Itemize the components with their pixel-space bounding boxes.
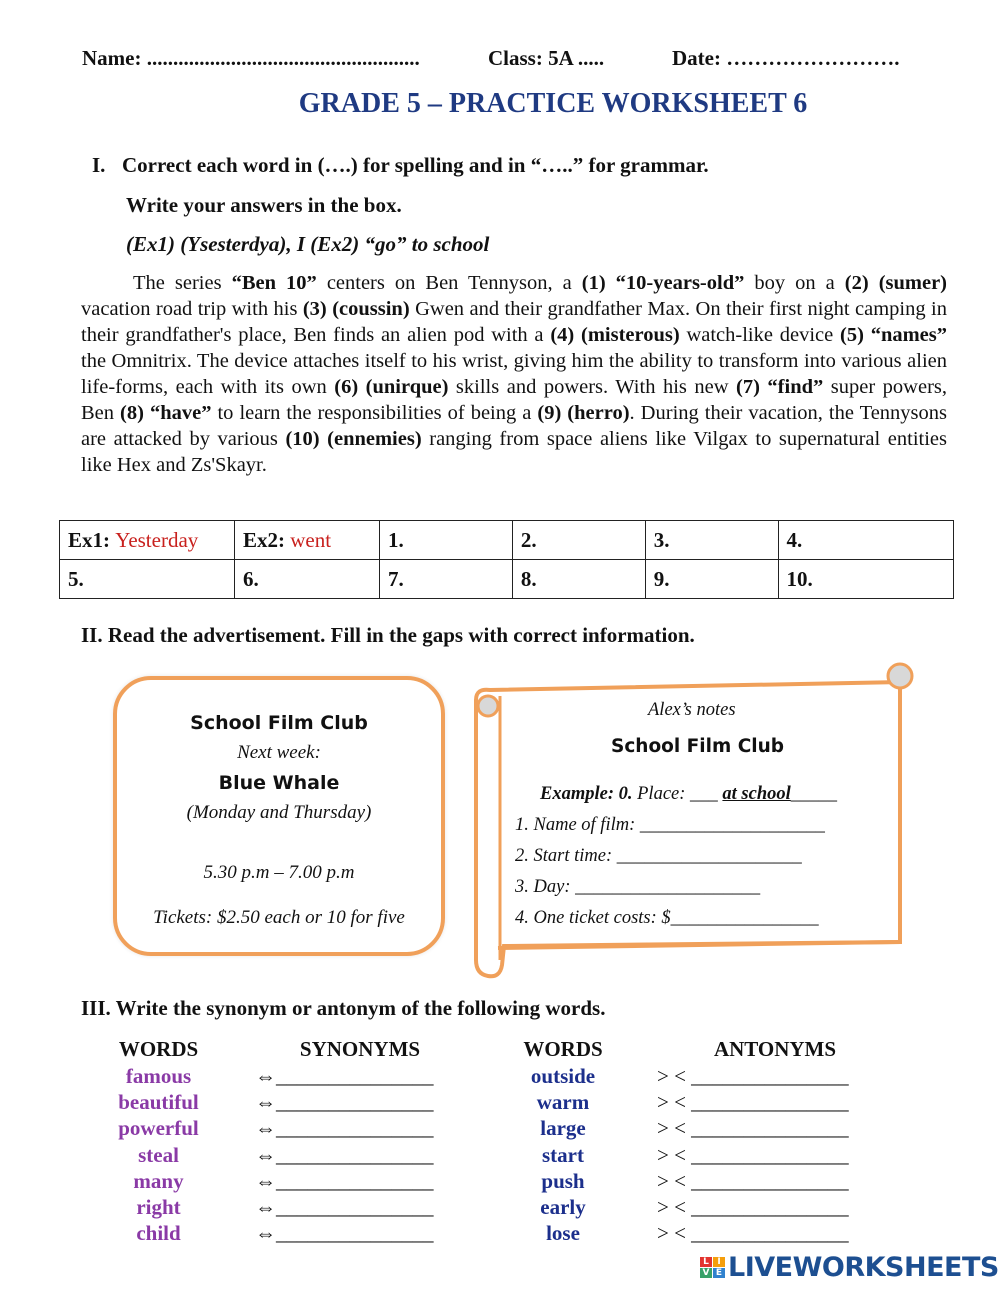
antonym-blank[interactable]: > < _______________: [657, 1116, 849, 1140]
section1-heading: [92, 153, 709, 178]
synonym-word: many: [133, 1169, 184, 1193]
name-field[interactable]: Name: ....................................................: [82, 46, 420, 70]
paragraph-run: to learn the responsibilities of being a: [211, 402, 538, 424]
paragraph-run: (8) “have”: [120, 402, 212, 424]
antonym-word: lose: [546, 1221, 580, 1245]
paragraph-run: (10) (ennemies): [285, 428, 422, 450]
paragraph-run: (6) (unirque): [334, 376, 449, 398]
answer-cell-5[interactable]: 5.: [60, 560, 235, 599]
section1-number: I.: [92, 153, 106, 177]
notes-title: Alex’s notes: [648, 700, 736, 720]
notes-item-time[interactable]: 2. Start time: ____________________: [515, 846, 802, 866]
antonym-word: early: [540, 1195, 586, 1219]
logo-icon: [700, 1257, 725, 1278]
paragraph-run: The series: [133, 272, 232, 294]
synonym-blank[interactable]: ⇔_______________: [255, 1195, 434, 1219]
advert-time: 5.30 p.m – 7.00 p.m: [203, 862, 355, 883]
antonym-blank[interactable]: > < _______________: [657, 1064, 849, 1088]
synonym-word: beautiful: [118, 1090, 199, 1114]
story-paragraph: [81, 270, 947, 478]
paragraph-run: the Omnitrix. The device attaches itself to his wrist, giving him the ability to transform into various alien life-forms, each with its own: [81, 350, 947, 398]
advert-subtitle: Next week:: [237, 742, 321, 763]
synonym-blank[interactable]: ⇔_______________: [255, 1116, 434, 1140]
logo-letter: E: [713, 1268, 725, 1278]
logo-letter: L: [700, 1257, 712, 1267]
answer-cell-8[interactable]: 8.: [512, 560, 645, 599]
paragraph-run: . During their vacation, the Tennysons are attacked by various: [81, 402, 948, 450]
antonym-blank[interactable]: > < _______________: [657, 1169, 849, 1193]
antonym-blank[interactable]: > < _______________: [657, 1221, 849, 1245]
advert-tickets: Tickets: $2.50 each or 10 for five: [153, 907, 405, 928]
answer-cell-9[interactable]: 9.: [645, 560, 778, 599]
antonym-blank[interactable]: > < _______________: [657, 1090, 849, 1114]
paragraph-run: watch-like device: [679, 324, 841, 346]
synonym-word: right: [136, 1195, 181, 1219]
antonym-word: start: [542, 1143, 584, 1167]
paragraph-run: super powers, Ben: [81, 376, 947, 424]
watermark-text: LIVEWORKSHEETS: [728, 1252, 999, 1283]
antonym-blank[interactable]: > < _______________: [657, 1195, 849, 1219]
section2-heading: II. Read the advertisement. Fill in the gaps with correct information.: [81, 623, 695, 647]
answer-table: [59, 520, 954, 599]
paragraph-run: (3) (coussin): [302, 298, 410, 320]
synonym-blank[interactable]: ⇔_______________: [255, 1143, 434, 1167]
paragraph-run: (9) (herro): [537, 402, 630, 424]
paragraph-run: skills and powers. With his new: [448, 376, 737, 398]
antonym-word: warm: [536, 1090, 590, 1114]
paragraph-run: (7) “find”: [736, 376, 824, 398]
paragraph-run: centers on Ben Tennyson, a: [316, 272, 582, 294]
section1-instruction: Write your answers in the box.: [126, 193, 402, 217]
paragraph-run: (2) (sumer): [844, 272, 948, 294]
advert-film: Blue Whale: [218, 772, 340, 794]
paragraph-run: (5) “names”: [840, 324, 947, 346]
paragraph-run: vacation road trip with his: [81, 298, 303, 320]
page-title: GRADE 5 – PRACTICE WORKSHEET 6: [298, 88, 808, 119]
synonym-blank[interactable]: ⇔_______________: [255, 1169, 434, 1193]
advert-title: School Film Club: [190, 712, 368, 734]
synonym-word: child: [136, 1221, 181, 1245]
class-field[interactable]: Class: 5A .....: [488, 46, 605, 70]
answer-cell-7[interactable]: 7.: [380, 560, 513, 599]
answer-cell-ex1: Ex1: Yesterday: [60, 521, 235, 560]
antonym-blank[interactable]: > < _______________: [657, 1143, 849, 1167]
notes-item-day[interactable]: 3. Day: ____________________: [515, 877, 761, 897]
answer-cell-ex2: Ex2: went: [235, 521, 380, 560]
advert-days: (Monday and Thursday): [186, 802, 372, 823]
paragraph-run: boy on a: [744, 272, 845, 294]
notes-club: School Film Club: [611, 736, 785, 757]
paragraph-run: Gwen and their grandfather Max. On their first night camping in their grandfather's place, Ben finds an alien pod with a: [81, 298, 948, 346]
words-header-2: WORDS: [523, 1037, 603, 1061]
date-field[interactable]: Date: …………………….: [672, 46, 900, 70]
notes-example: Example: 0. Place: ___ at school_____: [540, 784, 838, 804]
liveworksheets-logo: [700, 1252, 999, 1283]
paragraph-run: (4) (misterous): [550, 324, 680, 346]
ex1-answer: Yesterday: [115, 527, 199, 552]
synonyms-header: SYNONYMS: [299, 1037, 421, 1061]
table-row: [60, 521, 954, 560]
paragraph-run: “Ben 10”: [231, 272, 317, 294]
words-header: WORDS: [118, 1037, 199, 1061]
section1-example: (Ex1) (Ysesterdya), I (Ex2) “go” to school: [126, 232, 490, 256]
table-row: [60, 560, 954, 599]
antonyms-header: ANTONYMS: [713, 1037, 837, 1061]
answer-cell-1[interactable]: 1.: [380, 521, 513, 560]
ex2-answer: went: [290, 527, 332, 552]
section1-heading-text: Correct each word in (….) for spelling and in “…..” for grammar.: [122, 153, 709, 177]
film-club-advert: [113, 676, 445, 956]
antonym-word: push: [541, 1169, 585, 1193]
synonym-blank[interactable]: ⇔_______________: [255, 1221, 434, 1245]
answer-cell-4[interactable]: 4.: [778, 521, 953, 560]
answer-cell-6[interactable]: 6.: [235, 560, 380, 599]
notes-item-film[interactable]: 1. Name of film: ____________________: [515, 815, 825, 835]
alex-notes-scroll: [470, 660, 920, 985]
antonym-word: outside: [530, 1064, 596, 1088]
logo-letter: I: [713, 1257, 725, 1267]
answer-cell-3[interactable]: 3.: [645, 521, 778, 560]
synonym-word: famous: [125, 1064, 192, 1088]
logo-letter: V: [700, 1268, 712, 1278]
section3-heading: III. Write the synonym or antonym of the following words.: [81, 996, 606, 1020]
synonym-blank[interactable]: ⇔_______________: [255, 1064, 434, 1088]
paragraph-run: ranging from space aliens like Vilgax to supernatural entities like Hex and Zs'Skayr.: [81, 428, 948, 476]
synonym-blank[interactable]: ⇔_______________: [255, 1090, 434, 1114]
synonym-word: steal: [138, 1143, 179, 1167]
answer-cell-10[interactable]: 10.: [778, 560, 953, 599]
synonym-word: powerful: [118, 1116, 199, 1140]
answer-cell-2[interactable]: 2.: [512, 521, 645, 560]
antonym-word: large: [540, 1116, 586, 1140]
paragraph-run: (1) “10-years-old”: [581, 272, 745, 294]
notes-item-cost[interactable]: 4. One ticket costs: $________________: [515, 908, 819, 928]
